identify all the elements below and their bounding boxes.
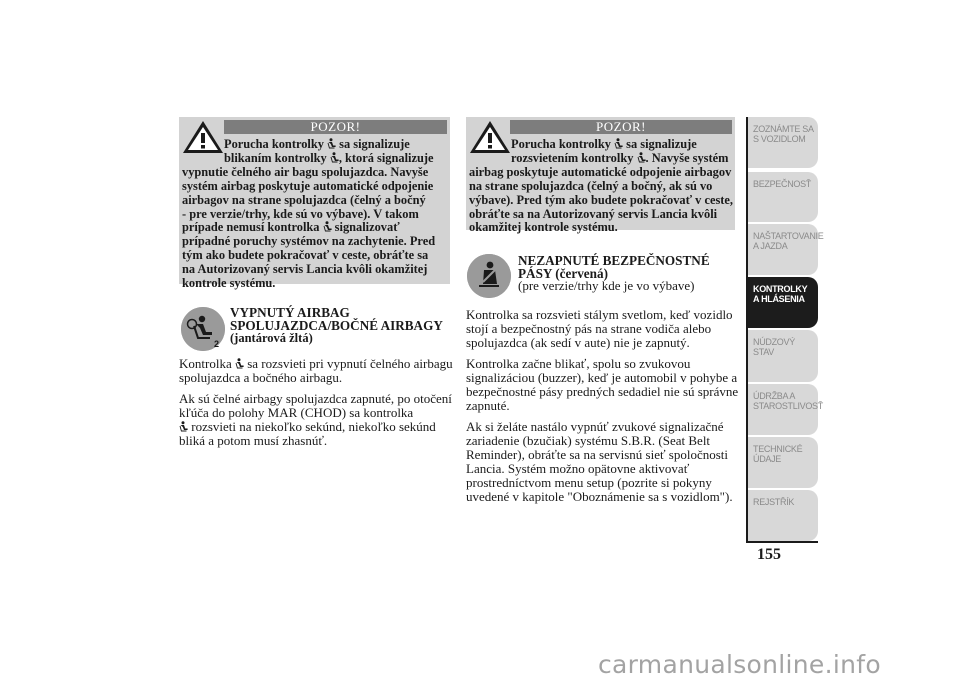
seatbelt-title-line: PÁSY (červená) [518, 266, 608, 281]
text-line [179, 357, 454, 371]
text-line [469, 221, 733, 235]
sidebar-tab[interactable] [748, 490, 818, 541]
text-fragment: blikaním kontrolky [224, 150, 330, 165]
text-fragment: prípadné poruchy systémov na zachytenie. Pred [182, 234, 436, 249]
text-fragment: Reminder), obráťte sa na servisnú sieť spoločnosti [466, 447, 729, 462]
seatbelt-subtitle: (pre verzie/trhy kde je vo výbave) [518, 278, 695, 293]
text-line [182, 277, 448, 291]
text-line [466, 336, 741, 350]
text-fragment: na Autorizovaný servis Lancia kvôli okamžitej [182, 262, 428, 277]
watermark: carmanualsonline.info [598, 650, 881, 679]
text-fragment: rozsvietením kontrolky [511, 150, 637, 165]
text-fragment: obráťte sa na Autorizovaný servis Lancia kvôli [469, 206, 718, 221]
text-line [469, 152, 733, 166]
text-line [182, 180, 448, 194]
warning-header: POZOR! [510, 120, 732, 134]
text-fragment: Kontrolka začne blikať, spolu so zvukovou [466, 356, 691, 371]
text-line [182, 235, 448, 249]
warning-box-right [466, 117, 735, 235]
warning-header: POZOR! [224, 120, 447, 134]
text-line [182, 221, 448, 235]
text-fragment: . Navyše systém [645, 150, 729, 165]
seatbelt-title [518, 254, 738, 280]
text-fragment: , ktorá signalizuje [338, 150, 434, 165]
sidebar-tab-label: KONTROLKY A HLÁSENIA [753, 284, 808, 304]
text-fragment: Kontrolka [179, 356, 235, 371]
airbag-body [179, 357, 454, 455]
warning-box-left [179, 117, 450, 291]
text-fragment: zapnuté. [466, 398, 510, 413]
text-line [466, 399, 741, 413]
text-line [179, 392, 454, 406]
airbag-title-line: VYPNUTÝ AIRBAG [230, 305, 350, 320]
passenger-airbag-icon [323, 221, 332, 232]
text-fragment: kľúča do polohy MAR (CHOD) sa kontrolka [179, 405, 414, 420]
svg-text:2: 2 [214, 339, 220, 349]
text-line [466, 308, 741, 322]
text-fragment: Kontrolka sa rozsvieti stálym svetlom, keď vozidlo [466, 307, 733, 322]
text-fragment: zariadenie (bzučiak) systému S.B.R. (Seat Belt [466, 433, 711, 448]
text-fragment: bliká a potom musí zhasnúť. [179, 433, 328, 448]
text-line [182, 249, 448, 263]
sidebar-tab-label: NAŠTARTOVANIE A JAZDA [753, 231, 824, 251]
text-fragment: Lancia. Systém možno opätovne aktivovať [466, 461, 690, 476]
text-fragment: - pre verzie/trhy, kde sú vo výbave). V takom [182, 206, 419, 221]
text-fragment: sa signalizuje [336, 137, 410, 151]
sidebar-tab-label: NÚDZOVÝ STAV [753, 337, 795, 357]
text-fragment: rozsvieti na niekoľko sekúnd, niekoľko sekúnd [188, 419, 436, 434]
text-fragment: spolujazdca a bočného airbagu. [179, 370, 343, 385]
paragraph [466, 357, 741, 413]
text-fragment: na strane spolujazdca (čelný a bočný, ak sú vo [469, 178, 713, 193]
text-line [179, 371, 454, 385]
passenger-airbag-icon [235, 358, 244, 369]
seatbelt-title-line: NEZAPNUTÉ BEZPEČNOSTNÉ [518, 253, 710, 268]
text-line [182, 152, 448, 166]
text-fragment: sa signalizuje [623, 137, 697, 151]
text-line [466, 434, 741, 448]
sidebar-tab-label: ÚDRŽBA A STAROSTLIVOSŤ [753, 391, 823, 411]
text-line [469, 166, 733, 180]
text-line [469, 194, 733, 208]
text-line [469, 180, 733, 194]
seatbelt-body [466, 308, 741, 511]
page-number: 155 [757, 546, 781, 563]
text-fragment: stojí a bezpečnostný pás na strane vodiča alebo [466, 321, 712, 336]
sidebar-tab[interactable] [748, 437, 818, 488]
text-line [182, 138, 448, 152]
seatbelt-icon [467, 254, 511, 298]
paragraph [466, 308, 741, 350]
text-fragment: prípade nemusí kontrolka [182, 220, 323, 235]
text-fragment: spolujazdca (ak sedí v aute) nie je zapnutý. [466, 335, 690, 350]
text-line [466, 476, 741, 490]
text-line [466, 357, 741, 371]
text-fragment: Ak sú čelné airbagy spolujazdca zapnuté, po otočení [179, 391, 452, 406]
paragraph [179, 357, 454, 385]
text-fragment: tým ako budete pokračovať v ceste, obráťte sa [182, 248, 429, 263]
text-fragment: Porucha kontrolky [511, 137, 615, 151]
text-fragment: okamžitej kontrole systému. [469, 220, 618, 235]
airbag-subtitle: (jantárová žltá) [230, 331, 313, 345]
text-fragment: systém airbag poskytuje automatické odpojenie [182, 178, 434, 193]
text-fragment: výbave). Pred tým ako budete pokračovať v ceste, [469, 192, 733, 207]
text-fragment: Porucha kontrolky [224, 137, 328, 151]
text-line [466, 448, 741, 462]
text-fragment: prostredníctvom menu setup (pozrite si pokyny [466, 475, 712, 490]
paragraph [179, 392, 454, 448]
airbag-title [230, 306, 450, 332]
text-fragment: uvedené v kapitole "Oboznámenie sa s vozidlom"). [466, 489, 733, 504]
text-fragment: signalizovať [331, 220, 400, 235]
sidebar-tab-label: BEZPEČNOSŤ [753, 179, 812, 189]
sidebar-tab[interactable] [748, 277, 818, 328]
warning-text [469, 138, 733, 235]
text-line [466, 385, 741, 399]
text-line [469, 138, 733, 152]
passenger-airbag-icon [327, 138, 336, 149]
warning-text [182, 138, 448, 291]
text-fragment: airbagov na strane spolujazdca (čelný a bočný [182, 192, 426, 207]
text-fragment: signalizáciou (buzzer), keď je automobil v pohybe a [466, 370, 738, 385]
page-number-rule [746, 541, 818, 543]
sidebar-tab[interactable] [748, 172, 818, 222]
text-line [182, 263, 448, 277]
passenger-airbag-icon [614, 138, 623, 149]
text-line [179, 420, 454, 434]
airbag-off-icon [181, 307, 225, 351]
sidebar-tab-label: TECHNICKÉ ÚDAJE [753, 444, 803, 464]
text-line [182, 208, 448, 222]
sidebar-tab[interactable] [748, 384, 823, 435]
text-fragment: airbag poskytuje automatické odpojenie airbagov [469, 164, 732, 179]
text-line [466, 371, 741, 385]
sidebar-tab-label: ZOZNÁMTE SA S VOZIDLOM [753, 124, 814, 144]
text-line [466, 490, 741, 504]
text-line [466, 462, 741, 476]
text-line [179, 406, 454, 420]
text-line [469, 208, 733, 222]
text-line [182, 166, 448, 180]
passenger-airbag-icon [637, 152, 646, 163]
sidebar-tab[interactable] [748, 330, 818, 382]
text-line [182, 194, 448, 208]
text-line [466, 322, 741, 336]
text-line [179, 434, 454, 448]
sidebar-tab-label: REJSTŘÍK [753, 497, 795, 507]
passenger-airbag-icon [330, 152, 339, 163]
text-fragment: sa rozsvieti pri vypnutí čelného airbagu [243, 356, 453, 371]
sidebar-tab[interactable] [748, 224, 824, 275]
text-fragment: kontrole systému. [182, 276, 276, 291]
text-fragment: vypnutie čelného air bagu spolujazdca. Navyše [182, 164, 429, 179]
sidebar-tab[interactable] [748, 117, 818, 168]
passenger-airbag-icon [179, 421, 188, 432]
airbag-title-line: SPOLUJAZDCA/BOČNÉ AIRBAGY [230, 318, 443, 333]
text-fragment: Ak si želáte nastálo vypnúť zvukové signalizačné [466, 419, 724, 434]
text-fragment: bezpečnostné pásy predných sedadiel nie sú správne [466, 384, 739, 399]
paragraph [466, 420, 741, 504]
text-line [466, 420, 741, 434]
